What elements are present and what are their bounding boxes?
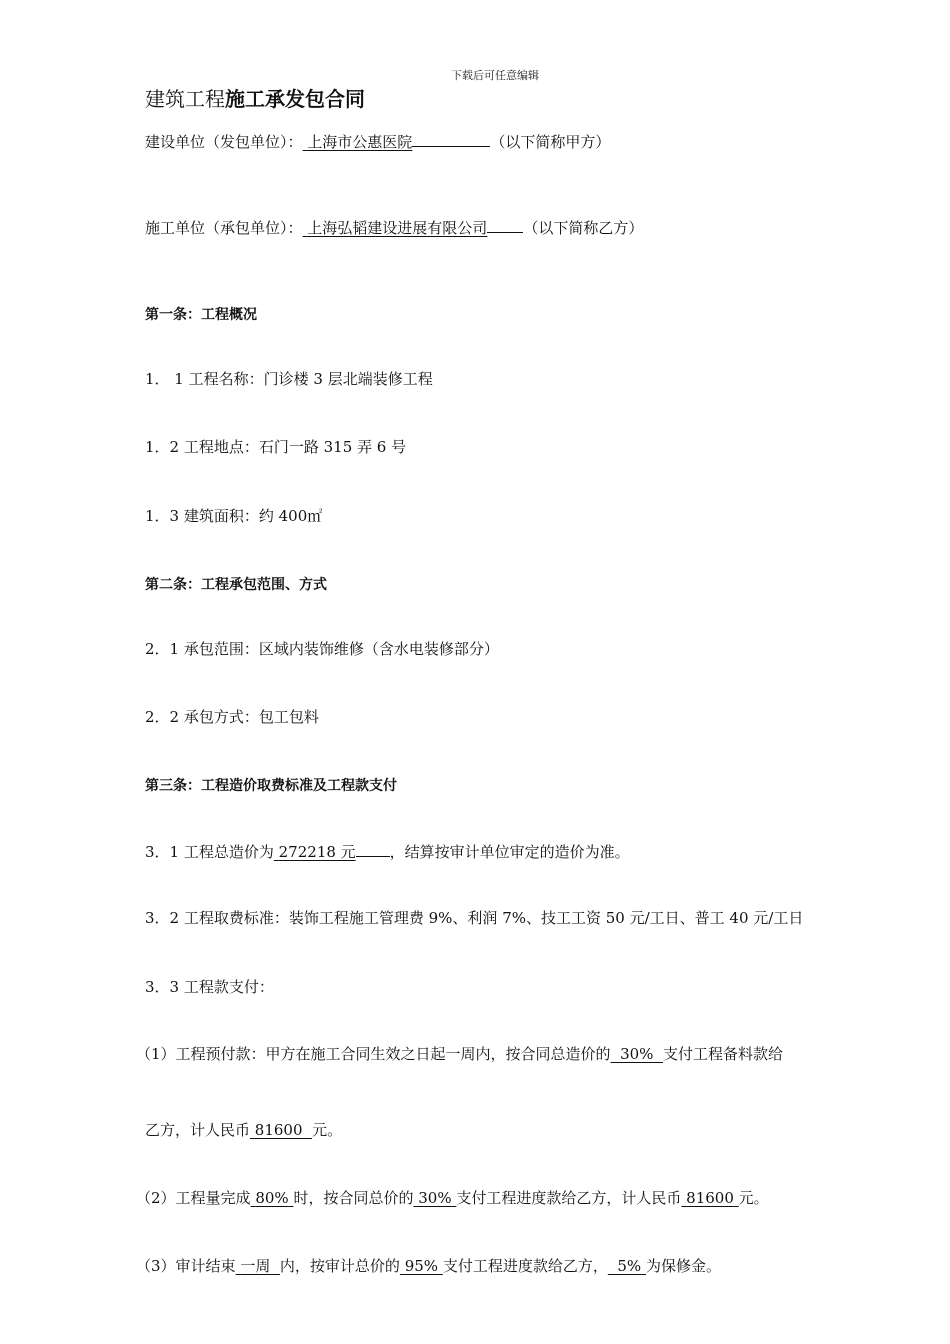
owner-value: 上海市公惠医院 xyxy=(303,133,491,151)
owner-line xyxy=(145,132,610,152)
section3-heading: 第三条：工程造价取费标准及工程款支付 xyxy=(145,778,397,794)
s1-item-3: 1．3 建筑面积：约 400㎡ xyxy=(145,507,323,525)
contractor-value: 上海弘韬建设进展有限公司 xyxy=(303,219,524,237)
progress-percent: 80% xyxy=(255,1189,289,1207)
title-part1: 建筑工程 xyxy=(145,87,225,111)
contractor-suffix: （以下简称乙方） xyxy=(523,219,644,237)
advance-amount: 81600 xyxy=(254,1121,303,1139)
s3-item-1: 3．1 工程总造价为 272218 元 ，结算按审计单位审定的造价为准。 xyxy=(145,843,630,861)
progress-payment-percent: 30% xyxy=(418,1189,452,1207)
s3-item-2: 3．2 工程取费标准：装饰工程施工管理费 9%、利润 7%、技工工资 50 元/工日、普工 40 元/工日 xyxy=(145,909,804,927)
s1-item-2: 1．2 工程地点：石门一路 315 弄 6 号 xyxy=(145,438,407,456)
audit-percent: 95% xyxy=(404,1257,439,1275)
document-title xyxy=(145,86,365,112)
section2-heading: 第二条：工程承包范围、方式 xyxy=(145,577,327,593)
s1-item-1: 1． 1 工程名称：门诊楼 3 层北端装修工程 xyxy=(145,370,433,388)
payment-3: （3）审计结束 一周 内，按审计总价的 95% 支付工程进度款给乙方， 5% 为保修金。 xyxy=(136,1257,721,1275)
owner-label: 建设单位（发包单位）： xyxy=(145,133,303,151)
retention-percent: 5% xyxy=(617,1257,642,1275)
progress-amount: 81600 xyxy=(686,1189,734,1207)
audit-period: 一周 xyxy=(240,1257,271,1275)
advance-percent: 30% xyxy=(620,1045,654,1063)
s2-item-2: 2．2 承包方式：包工包料 xyxy=(145,708,319,726)
s3-item-3: 3．3 工程款支付： xyxy=(145,978,274,996)
section1-heading: 第一条：工程概况 xyxy=(145,307,257,323)
total-price: 272218 元 xyxy=(274,843,390,861)
header-note: 下载后可任意编辑 xyxy=(451,69,539,82)
payment-2: （2）工程量完成 80% 时，按合同总价的 30% 支付工程进度款给乙方，计人民币 81600 元。 xyxy=(136,1189,769,1207)
contractor-line xyxy=(145,218,643,238)
owner-suffix: （以下简称甲方） xyxy=(490,133,611,151)
contractor-label: 施工单位（承包单位）： xyxy=(145,219,303,237)
payment-1: （1）工程预付款：甲方在施工合同生效之日起一周内，按合同总造价的 30% 支付工程备料款给 xyxy=(136,1045,783,1063)
title-part2: 施工承发包合同 xyxy=(225,87,365,111)
s2-item-1: 2．1 承包范围：区域内装饰维修（含水电装修部分） xyxy=(145,640,499,658)
payment-1-cont: 乙方，计人民币 81600 元。 xyxy=(145,1121,343,1139)
